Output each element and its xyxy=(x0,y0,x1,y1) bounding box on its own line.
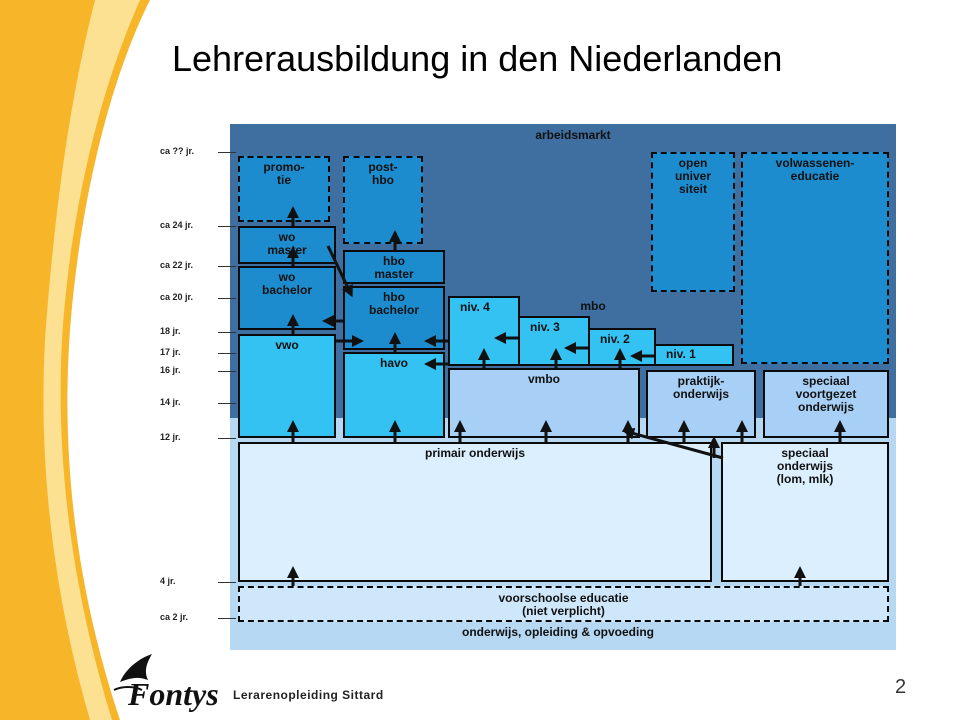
promotie-box: promo- tie xyxy=(238,156,330,222)
hbo-bachelor-box: hbo bachelor xyxy=(343,286,445,350)
speciaal-onderwijs-box: speciaal onderwijs (lom, mlk) xyxy=(721,442,889,582)
age-label: 14 jr. xyxy=(160,397,181,407)
education-system-diagram xyxy=(158,116,903,652)
speciaal-voortgezet-onderwijs-box: speciaal voortgezet onderwijs xyxy=(763,370,889,438)
mbo-label: mbo xyxy=(580,299,606,313)
havo-box: havo xyxy=(343,352,445,438)
slide-title: Lehrerausbildung in den Niederlanden xyxy=(172,38,783,79)
age-label: 16 jr. xyxy=(160,365,181,375)
age-label: ca ?? jr. xyxy=(160,146,195,156)
voorschoolse-educatie-box: voorschoolse educatie (niet verplicht) xyxy=(238,586,889,622)
hbo-master-box: hbo master xyxy=(343,250,445,284)
arbeidsmarkt-label: arbeidsmarkt xyxy=(535,128,611,142)
open-universiteit-box: open univer siteit xyxy=(651,152,735,292)
niv1-box: niv. 1 xyxy=(654,344,734,366)
primair-onderwijs-box: primair onderwijs xyxy=(238,442,712,582)
logo-brand: Fontys xyxy=(128,676,219,712)
page-number: 2 xyxy=(895,676,907,698)
niv2-box: niv. 2 xyxy=(588,328,656,366)
age-label: 18 jr. xyxy=(160,326,181,336)
age-label: 17 jr. xyxy=(160,347,181,357)
wo-master-box: wo master xyxy=(238,226,336,264)
praktijkonderwijs-box: praktijk- onderwijs xyxy=(646,370,756,438)
logo-subtitle: Lerarenopleiding Sittard xyxy=(233,688,384,702)
age-label: ca 2 jr. xyxy=(160,612,189,622)
flow-arrows xyxy=(158,116,903,652)
vwo-box: vwo xyxy=(238,334,336,438)
bottom-caption: onderwijs, opleiding & opvoeding xyxy=(462,625,654,639)
niv4-box: niv. 4 xyxy=(448,296,520,366)
wo-bachelor-box: wo bachelor xyxy=(238,266,336,330)
age-label: 12 jr. xyxy=(160,432,181,442)
post-hbo-box: post- hbo xyxy=(343,156,423,244)
age-label: ca 22 jr. xyxy=(160,260,194,270)
niv3-box: niv. 3 xyxy=(518,316,590,366)
age-label: ca 24 jr. xyxy=(160,220,194,230)
vmbo-box: vmbo xyxy=(448,368,640,438)
age-label: ca 20 jr. xyxy=(160,292,194,302)
volwassenen-educatie-box: volwassenen- educatie xyxy=(741,152,889,364)
age-label: 4 jr. xyxy=(160,576,176,586)
